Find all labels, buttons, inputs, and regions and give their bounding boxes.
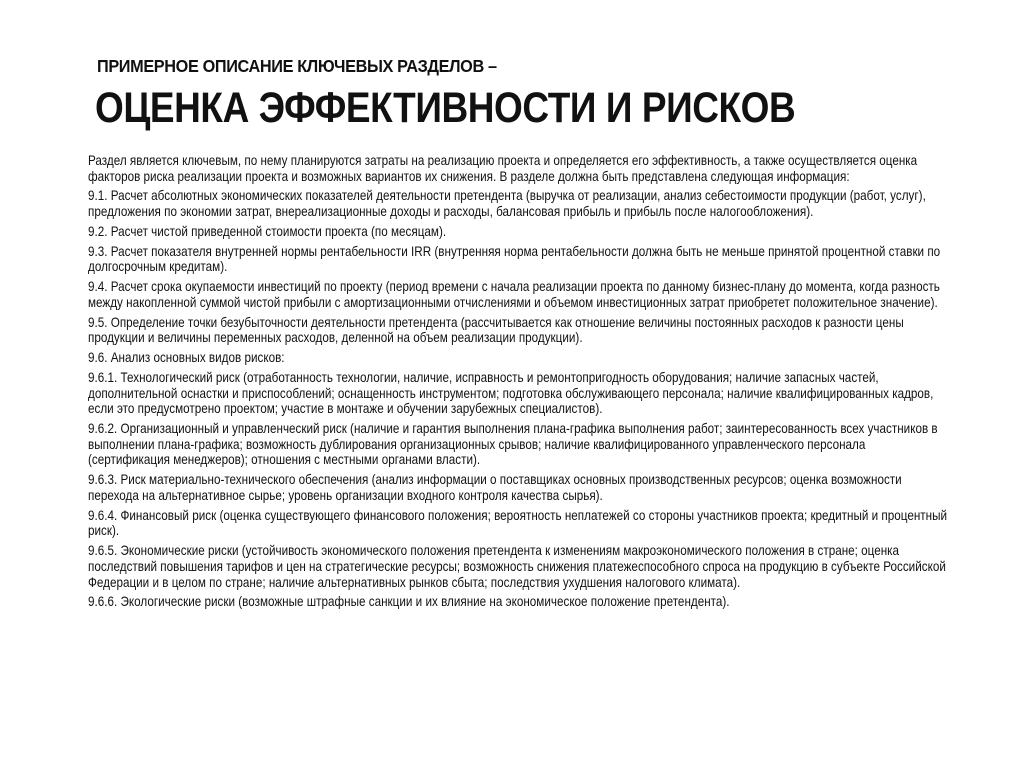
item-9-3: 9.3. Расчет показателя внутренней нормы рентабельности IRR (внутренняя норма рентабельности должна быть не меньше принятой процентной ставки по долгосрочным кредитам). bbox=[88, 243, 941, 275]
intro-paragraph: Раздел является ключевым, по нему планируются затраты на реализацию проекта и определяется его эффективность, а также осуществляется оценка факторов риска реализации проекта и возможных вариантов их снижения. В разделе должна быть представлена следующая информация: bbox=[88, 153, 918, 184]
item-9-2: 9.2. Расчет чистой приведенной стоимости проекта (по месяцам). bbox=[88, 223, 447, 239]
item-9-6-6: 9.6.6. Экологические риски (возможные штрафные санкции и их влияние на экономическое положение претендента). bbox=[88, 594, 730, 610]
item-9-6-1: 9.6.1. Технологический риск (отработанность технологии, наличие, исправность и ремонтопригодность оборудования; наличие запасных частей, дополнительной оснастки и приспособлений; оснащенность инструментом; подготовка обслуживающего персонала; наличие квалифицированных кадров, если это предусмотрено проектом; участие в монтаже и обучении зарубежных специалистов). bbox=[88, 370, 934, 417]
item-9-5: 9.5. Определение точки безубыточности деятельности претендента (рассчитывается как отношение величины постоянных расходов к разности цены продукции и величины переменных расходов, деленной на объем реализации продукции). bbox=[88, 314, 904, 346]
item-9-6: 9.6. Анализ основных видов рисков: bbox=[88, 350, 285, 366]
item-9-6-2: 9.6.2. Организационный и управленческий риск (наличие и гарантия выполнения плана-графика выполнения работ; заинтересованность всех участников в выполнении плана-графика; возможность дублирования организационных срывов; наличие квалифицированного управленческого персонала (сертификация менеджеров); отношения с местными органами власти). bbox=[88, 421, 938, 468]
item-9-6-5: 9.6.5. Экономические риски (устойчивость экономического положения претендента к изменениям макроэкономического положения в стране; оценка последствий повышения тарифов и цен на стратегические ресурсы; возможность снижения платежеспособного спроса на продукцию в субъекте Российской Федерации и в целом по стране; наличие альтернативных рынков сбыта; последствия ухудшения налогового климата). bbox=[88, 543, 946, 590]
item-9-6-3: 9.6.3. Риск материально-технического обеспечения (анализ информации о поставщиках основных производственных ресурсов; оценка возможности перехода на альтернативное сырье; уровень организации входного контроля качества сырья). bbox=[88, 472, 902, 503]
slide-body bbox=[88, 153, 948, 614]
item-9-4: 9.4. Расчет срока окупаемости инвестиций по проекту (период времени с начала реализации проекта по данному бизнес-плану до момента, когда разность между накопленной суммой чистой прибыли с амортизационными отчислениями и объемом инвестиционных затрат приобретет положительное значение). bbox=[88, 279, 940, 310]
item-9-1: 9.1. Расчет абсолютных экономических показателей деятельности претендента (выручка от реализации, анализ себестоимости продукции (работ, услуг), предложения по экономии затрат, внереализационные доходы и расходы, балансовая прибыль и прибыль после налогообложения). bbox=[88, 188, 926, 220]
slide-title: ОЦЕНКА ЭФФЕКТИВНОСТИ И РИСКОВ bbox=[95, 84, 796, 132]
slide-subtitle: ПРИМЕРНОЕ ОПИСАНИЕ КЛЮЧЕВЫХ РАЗДЕЛОВ – bbox=[97, 56, 497, 76]
item-9-6-4: 9.6.4. Финансовый риск (оценка существующего финансового положения; вероятность неплатежей со стороны участников проекта; кредитный и процентный риск). bbox=[88, 507, 948, 539]
